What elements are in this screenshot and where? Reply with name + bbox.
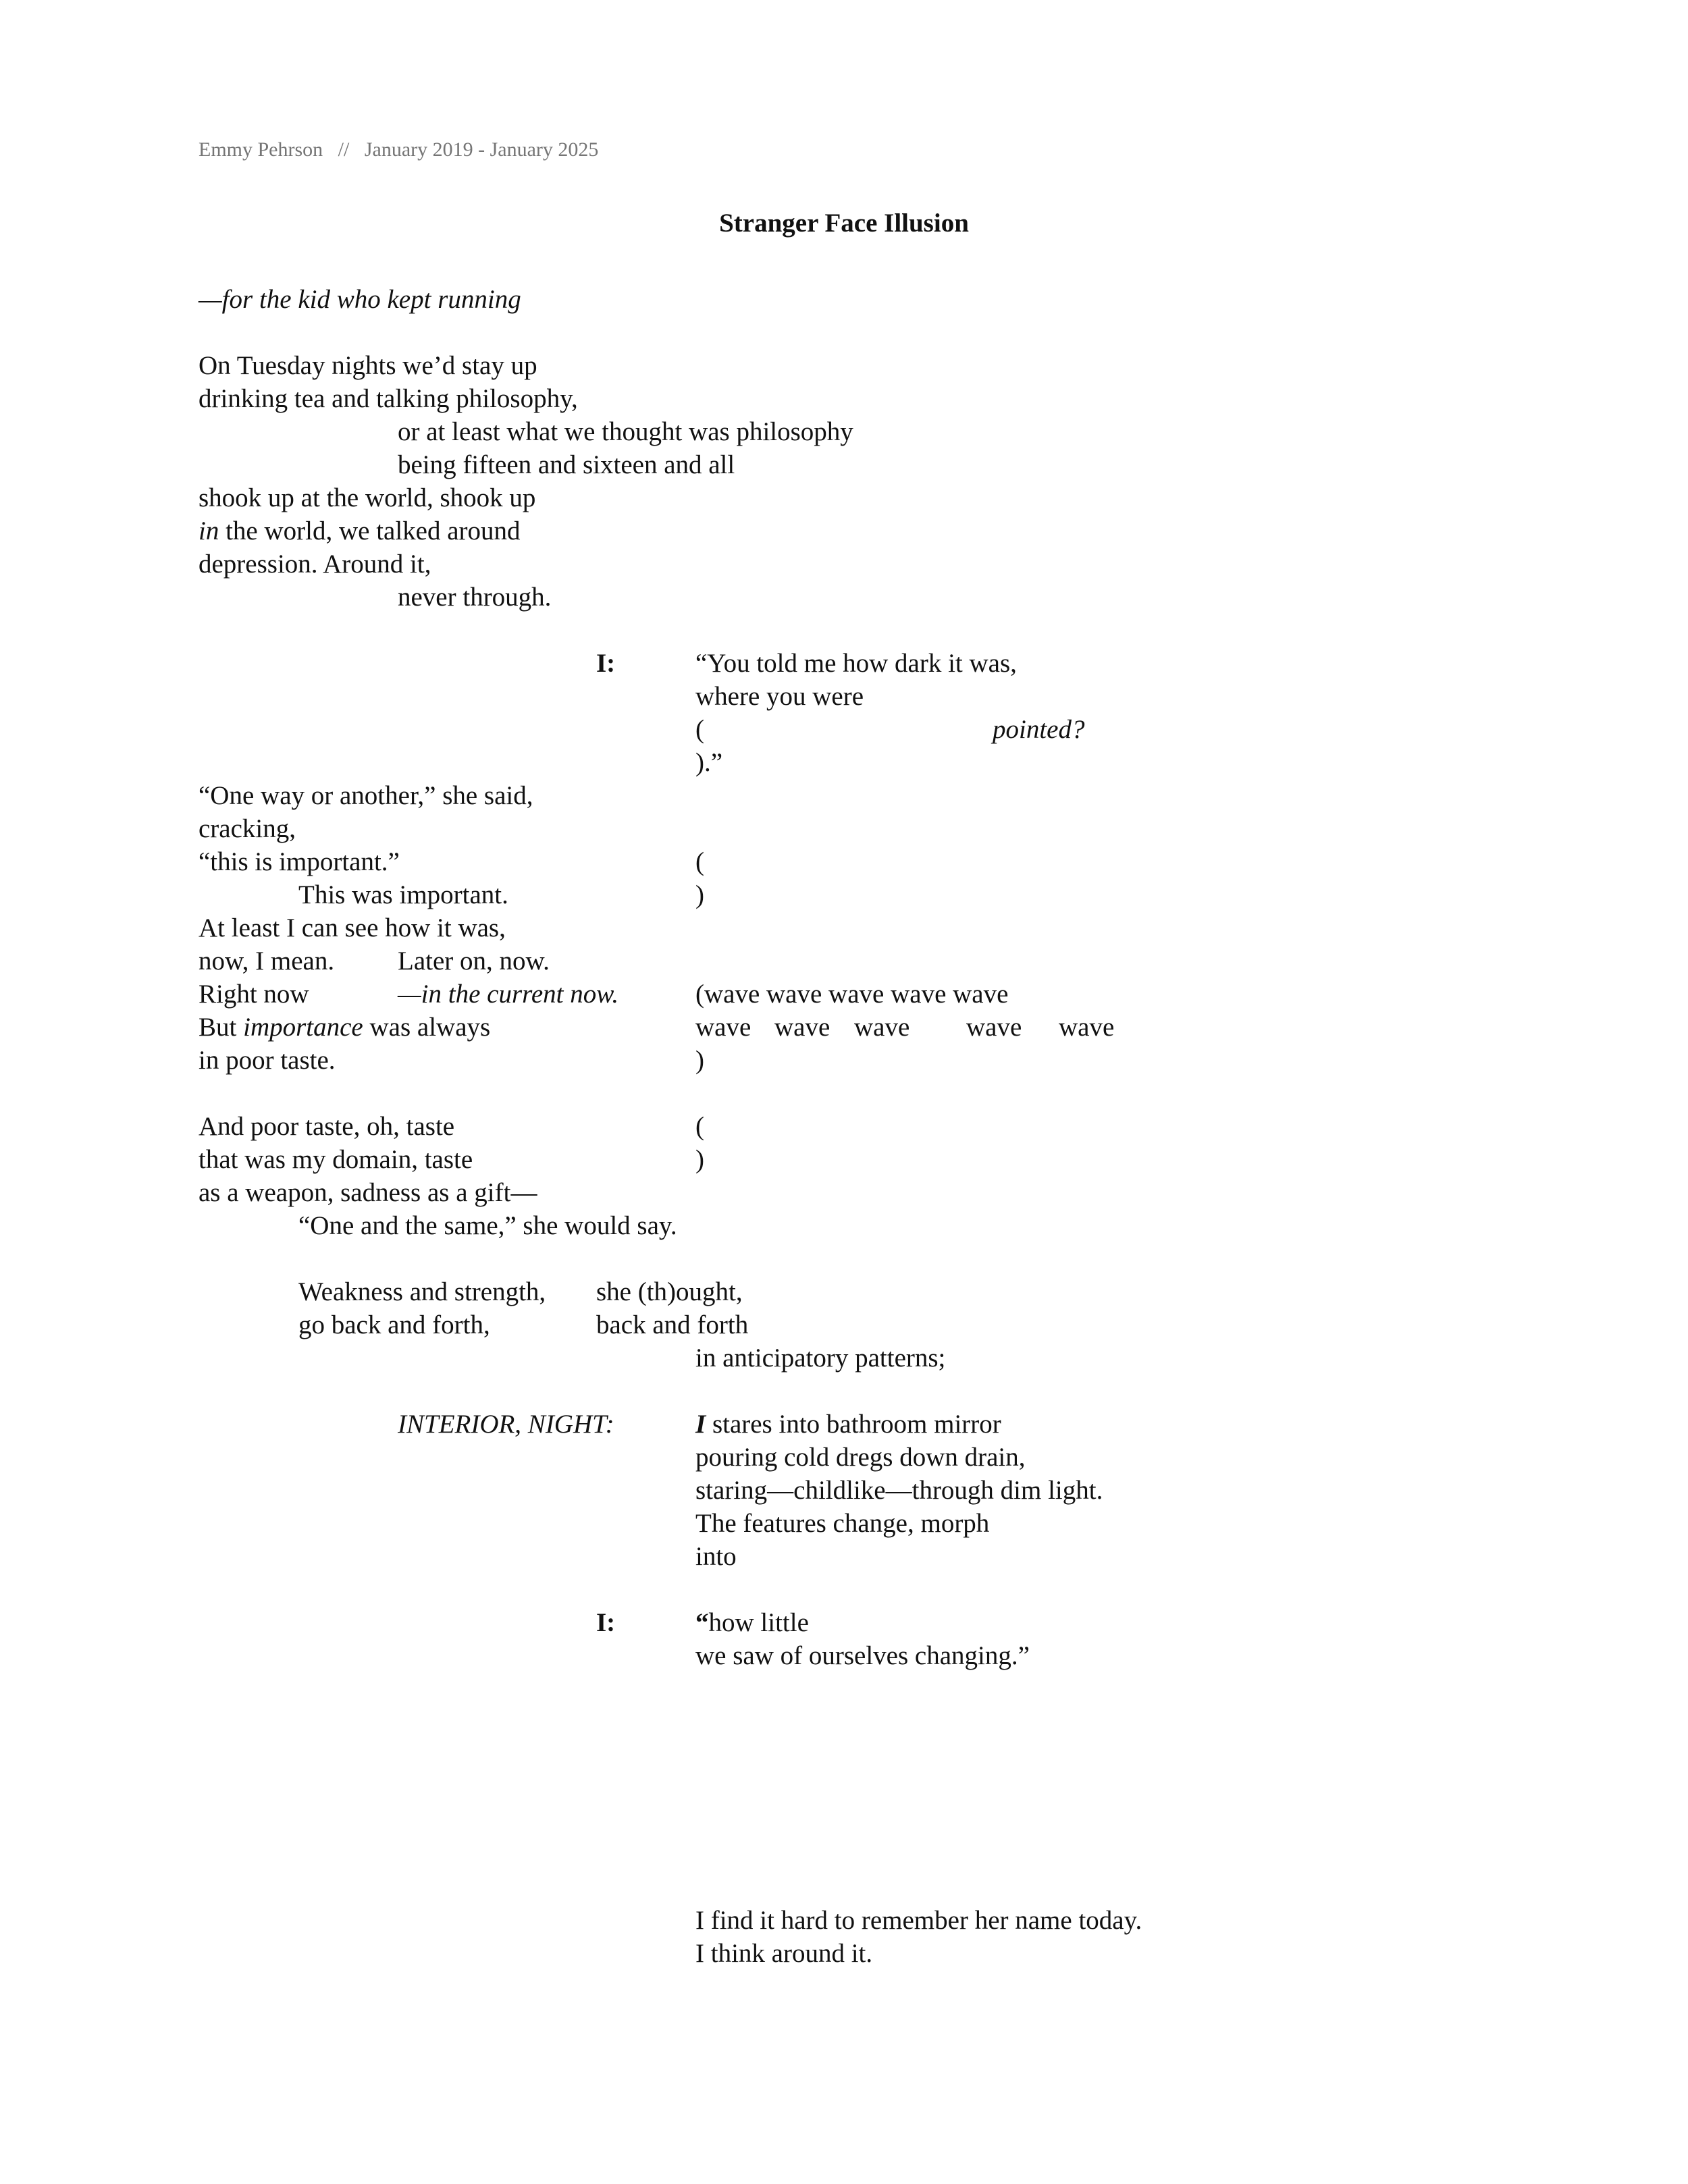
close-paren: ) [695, 1145, 704, 1174]
wave-word: wave [1059, 1013, 1115, 1042]
poem-line: cracking, [199, 814, 296, 843]
date-range: January 2019 - January 2025 [364, 138, 599, 161]
poem-line: “One and the same,” she would say. [298, 1211, 677, 1240]
wave-line: (wave wave wave wave wave [695, 980, 1009, 1009]
poem-line: she (th)ought, [596, 1277, 743, 1306]
speaker-label: I: [596, 649, 616, 678]
poem-line: On Tuesday nights we’d stay up [199, 351, 537, 380]
poem-line: Weakness and strength, [298, 1277, 546, 1306]
poem-line: being fifteen and sixteen and all [398, 450, 735, 479]
line-text: the world, we talked around [219, 516, 521, 545]
pointed-text: pointed? [993, 715, 1085, 744]
open-paren: ( [695, 1112, 704, 1141]
poem-line [199, 1011, 490, 1044]
page-header [199, 138, 598, 161]
line-text: how little [708, 1608, 809, 1637]
speaker-label: I: [596, 1608, 616, 1637]
poem-line: Later on, now. [398, 947, 550, 976]
dialogue-line: “You told me how dark it was, [695, 649, 1017, 678]
line-text: But [199, 1013, 244, 1042]
poem-line: now, I mean. [199, 947, 335, 976]
emphasis-text: importance [243, 1013, 363, 1042]
dialogue-line: where you were [695, 682, 864, 711]
scene-line: staring—childlike—through dim light. [695, 1476, 1103, 1505]
poem-line: —in the current now. [398, 980, 619, 1009]
dedication: —for the kid who kept running [199, 285, 521, 314]
poem-line: At least I can see how it was, [199, 913, 506, 942]
poem-line: in poor taste. [199, 1046, 336, 1075]
poem-line: “this is important.” [199, 847, 400, 876]
line-text: was always [363, 1013, 491, 1042]
close-paren: ) [695, 1046, 704, 1075]
poem-line: And poor taste, oh, taste [199, 1112, 455, 1141]
scene-heading: INTERIOR, NIGHT: [398, 1410, 614, 1439]
poem-title: Stranger Face Illusion [719, 209, 969, 238]
dialogue-line: we saw of ourselves changing.” [695, 1641, 1030, 1670]
header-separator: // [338, 138, 350, 161]
poem-line: or at least what we thought was philosophy [398, 417, 853, 446]
open-paren: ( [695, 847, 704, 876]
poem-line: depression. Around it, [199, 550, 431, 579]
open-paren: ( [695, 715, 704, 744]
wave-word: wave [774, 1013, 830, 1042]
scene-line: into [695, 1542, 737, 1571]
wave-word: wave [695, 1013, 751, 1042]
scene-line: The features change, morph [695, 1509, 990, 1538]
poem-line: “One way or another,” she said, [199, 781, 533, 810]
quote-mark: “ [695, 1608, 709, 1637]
poem-line: drinking tea and talking philosophy, [199, 384, 578, 413]
dialogue-line [695, 1606, 809, 1639]
wave-word: wave [854, 1013, 910, 1042]
poem-line [199, 514, 521, 548]
coda-line: I find it hard to remember her name today. [695, 1906, 1142, 1935]
poem-line: as a weapon, sadness as a gift— [199, 1178, 537, 1207]
poem-line: This was important. [298, 880, 508, 909]
emphasis-text: I [695, 1410, 706, 1439]
emphasis-text: in [199, 516, 219, 545]
scene-line: pouring cold dregs down drain, [695, 1443, 1026, 1472]
poem-line: that was my domain, taste [199, 1145, 473, 1174]
poem-line: in anticipatory patterns; [695, 1343, 946, 1373]
poem-line: go back and forth, [298, 1310, 490, 1339]
wave-word: wave [966, 1013, 1022, 1042]
author-name: Emmy Pehrson [199, 138, 323, 161]
poem-line: shook up at the world, shook up [199, 483, 536, 512]
poem-line: Right now [199, 980, 309, 1009]
poem-line: back and forth [596, 1310, 749, 1339]
close-paren: ).” [695, 748, 723, 777]
poem-line: never through. [398, 583, 552, 612]
coda-line: I think around it. [695, 1939, 873, 1968]
close-paren: ) [695, 880, 704, 909]
scene-line [695, 1408, 1001, 1441]
line-text: stares into bathroom mirror [706, 1410, 1001, 1439]
